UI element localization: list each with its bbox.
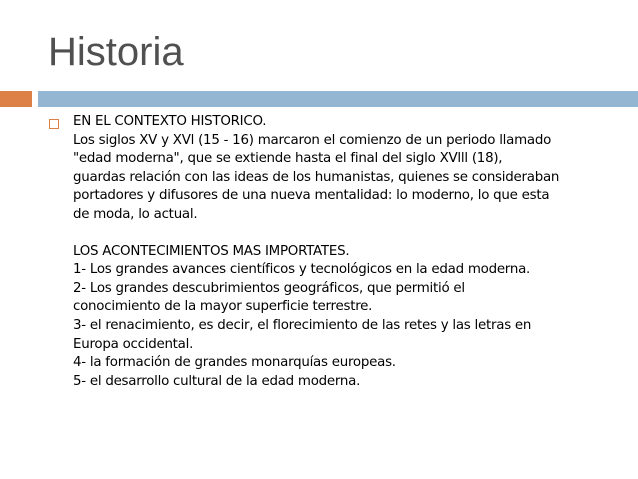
text-line: guardas relación con las ideas de los humanistas, quienes se consideraban bbox=[73, 169, 560, 185]
text-line: 4- la formación de grandes monarquías europeas. bbox=[73, 355, 396, 371]
text-line: 3- el renacimiento, es decir, el florecimiento de las retes y las letras en bbox=[73, 317, 532, 333]
paragraph-spacer bbox=[73, 225, 608, 243]
text-line: Los siglos XV y XVl (15 - 16) marcaron el comienzo de un periodo llamado bbox=[73, 132, 552, 148]
bullet-text bbox=[73, 113, 608, 391]
text-line: portadores y difusores de una nueva mentalidad: lo moderno, lo que esta bbox=[73, 188, 550, 204]
title-rule bbox=[38, 91, 638, 107]
text-line: LOS ACONTECIMIENTOS MAS IMPORTATES. bbox=[73, 243, 350, 259]
text-line: "edad moderna", que se extiende hasta el final del siglo XVlll (18), bbox=[73, 151, 503, 167]
title-rule-accent bbox=[0, 91, 32, 107]
hollow-square-bullet-icon bbox=[49, 119, 59, 129]
text-line: de moda, lo actual. bbox=[73, 206, 198, 222]
slide-title: Historia bbox=[48, 30, 184, 74]
bullet-item bbox=[48, 113, 608, 391]
text-line: EN EL CONTEXTO HISTORICO. bbox=[73, 114, 267, 129]
text-line: 1- Los grandes avances científicos y tecnológicos en la edad moderna. bbox=[73, 262, 531, 278]
slide-content bbox=[48, 113, 608, 391]
text-line: conocimiento de la mayor superficie terrestre. bbox=[73, 299, 373, 315]
text-line: 2- Los grandes descubrimientos geográficos, que permitió el bbox=[73, 280, 465, 296]
text-line: 5- el desarrollo cultural de la edad moderna. bbox=[73, 373, 361, 389]
text-line: Europa occidental. bbox=[73, 336, 194, 352]
